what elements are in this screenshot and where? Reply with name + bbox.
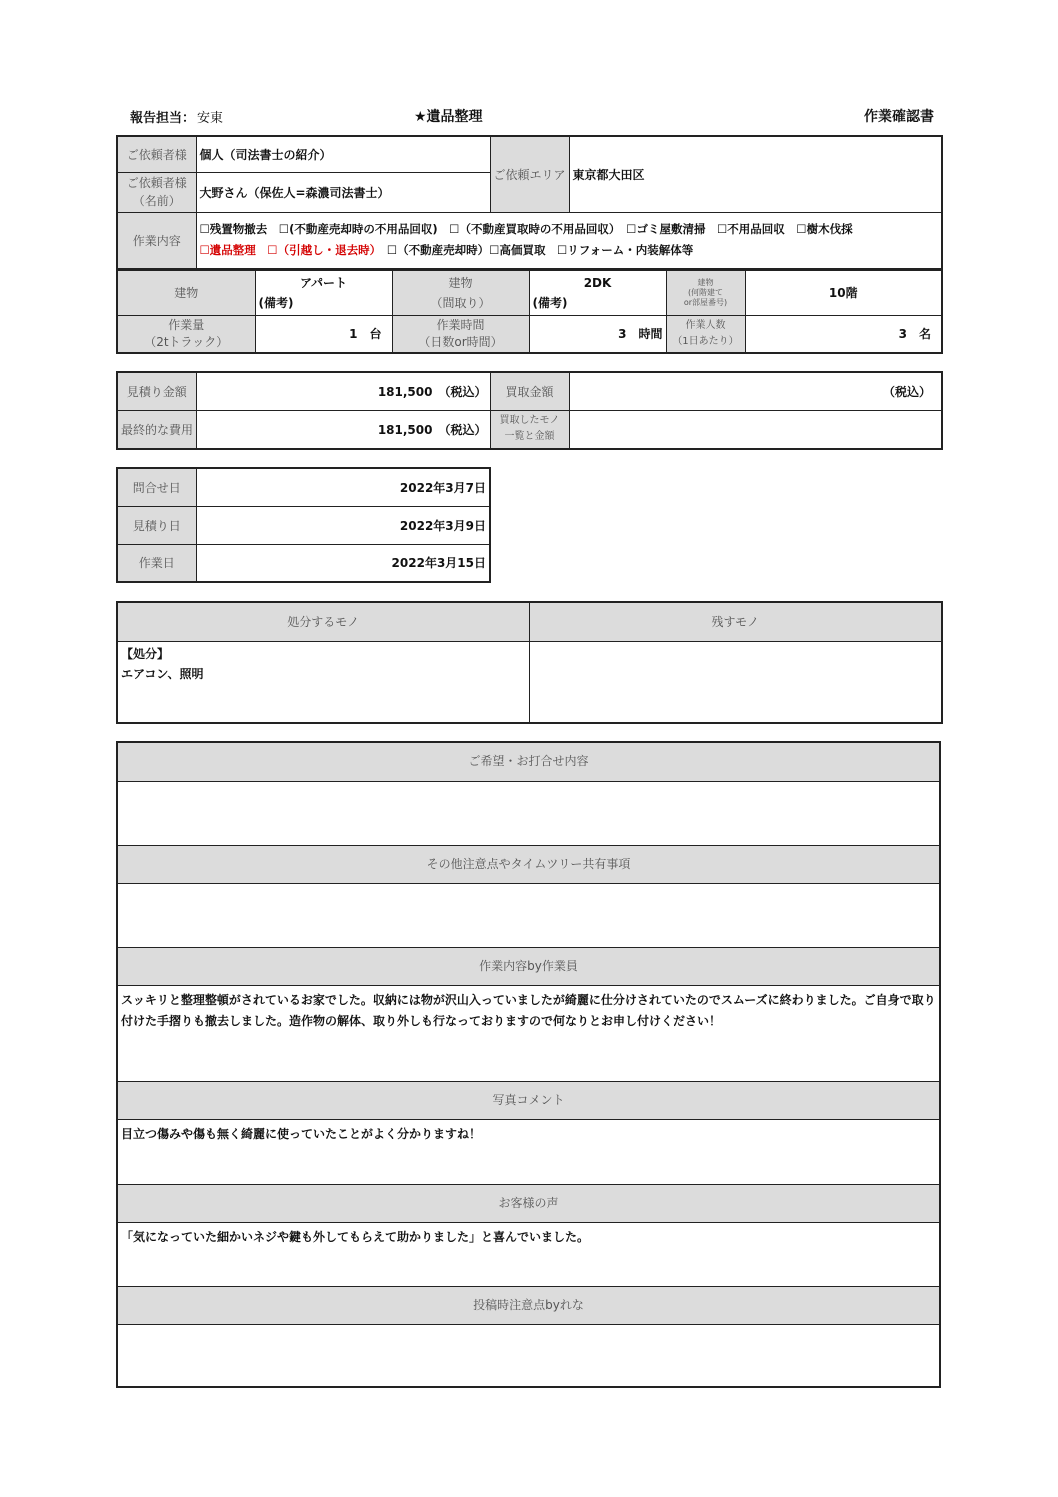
final-cost-label: 最終的な費用 [117, 410, 196, 449]
layout-label-line2: （間取り） [430, 295, 491, 310]
client-name-label-line1: ご依頼者様 [126, 176, 187, 190]
inquiry-date-value: 2022年3月7日 [196, 468, 490, 506]
inquiry-date-label: 問合せ日 [117, 468, 196, 506]
dates-table [116, 467, 491, 583]
customer-voice-body: 「気になっていた細かいネジや鍵も外してもらえて助かりました」と喜んでいました。 [121, 1230, 590, 1244]
work-report-body: スッキリと整理整頓がされているお家でした。収納には物が沢山入っていましたが綺麗に仕分けされていたのでスムーズに終わりました。ご自身で取り付けた手摺りも撤去しました。造作物の解体、取り外しも行なっておりますので何なりとお申し付けください！ [121, 993, 936, 1028]
photo-comment-header: 写真コメント [118, 1081, 939, 1120]
client-name-label [117, 172, 196, 212]
building-table [116, 269, 943, 354]
layout-label [392, 270, 529, 315]
items-table [116, 601, 943, 724]
layout-cell [529, 270, 666, 315]
estimate-value: 181,500 （税込） [196, 372, 490, 410]
dispose-title: 【処分】 [121, 646, 170, 661]
posting-notes-header: 投稿時注意点byれな [118, 1286, 939, 1325]
dispose-header: 処分するモノ [117, 602, 529, 641]
time-label-line2: （日数or時間） [418, 334, 503, 349]
volume-value: 1 台 [255, 315, 392, 353]
floor-label [666, 270, 745, 315]
client-value: 個人（司法書士の紹介） [196, 136, 490, 172]
floor-value: 10階 [745, 270, 942, 315]
purchased-items-label-line2: 一覧と金額 [504, 431, 555, 443]
layout-label-line1: 建物 [448, 275, 473, 290]
estimate-date-label: 見積り日 [117, 506, 196, 544]
final-cost-value: 181,500 （税込） [196, 410, 490, 449]
building-label: 建物 [117, 270, 255, 315]
volume-label-line1: 作業量 [168, 317, 205, 332]
purchase-value: （税込） [569, 372, 942, 410]
work-type-label: 作業内容 [117, 212, 196, 269]
purchased-items-label [490, 410, 569, 449]
wishes-header: ご希望・お打合せ内容 [118, 743, 939, 782]
floor-label-line1: 建物 [697, 277, 714, 287]
work-date-value: 2022年3月15日 [196, 544, 490, 582]
estimate-label: 見積り金額 [117, 372, 196, 410]
reporter-label: 報告担当： [130, 111, 196, 126]
people-label [666, 315, 745, 353]
time-label [392, 315, 529, 353]
customer-voice-header: お客様の声 [118, 1184, 939, 1223]
reporter-name: 安東 [197, 111, 224, 126]
people-value: 3 名 [745, 315, 942, 353]
report-title: ★遺品整理 [414, 109, 483, 125]
work-options-selected: ☐遺品整理 ☐（引越し・退去時） [199, 243, 376, 258]
layout-value: 2DK [583, 275, 612, 290]
purchase-label: 買取金額 [490, 372, 569, 410]
dispose-cell [117, 641, 529, 723]
keep-header: 残すモノ [529, 602, 942, 641]
notes-header: その他注意点やタイムツリー共有事項 [118, 845, 939, 884]
area-value: 東京都大田区 [569, 136, 942, 212]
area-label: ご依頼エリア [490, 136, 569, 212]
work-type-options [196, 212, 942, 269]
notes-sections [116, 741, 941, 1388]
document-title: 作業確認書 [864, 109, 934, 125]
volume-label [117, 315, 255, 353]
notes-body [118, 884, 939, 947]
time-value: 3 時間 [529, 315, 666, 353]
volume-label-line2: （2tトラック） [144, 334, 229, 349]
people-label-line2: （1日あたり） [672, 335, 739, 347]
work-date-label: 作業日 [117, 544, 196, 582]
client-name-value: 大野さん（保佐人=森濃司法書士） [196, 172, 490, 212]
client-name-label-line2: （名前） [132, 194, 181, 208]
client-label: ご依頼者様 [117, 136, 196, 172]
work-options-line2: ☐（不動産売却時）☐高価買取 ☐リフォーム・内装解体等 [375, 243, 694, 258]
floor-label-line2: (何階建て [687, 287, 724, 297]
building-cell [255, 270, 392, 315]
keep-value [529, 641, 942, 723]
time-label-line1: 作業時間 [436, 317, 485, 332]
purchased-items-label-line1: 買取したモノ [499, 415, 560, 427]
estimate-date-value: 2022年3月9日 [196, 506, 490, 544]
work-report-header: 作業内容by作業員 [118, 947, 939, 986]
people-label-line1: 作業人数 [685, 319, 726, 331]
dispose-value: エアコン、照明 [121, 666, 204, 681]
layout-note: (備考) [532, 295, 568, 310]
floor-label-line3: or部屋番号) [683, 297, 728, 307]
purchased-items-value [569, 410, 942, 449]
wishes-body [118, 782, 939, 845]
building-note: (備考) [258, 295, 294, 310]
work-options-line1: ☐残置物撤去 ☐(不動産売却時の不用品回収) ☐（不動産買取時の不用品回収） ☐ゴミ屋敷清掃 ☐不用品回収 ☐樹木伐採 [199, 222, 853, 237]
building-value: アパート [299, 275, 348, 290]
photo-comment-body: 目立つ傷みや傷も無く綺麗に使っていたことがよく分かりますね！ [121, 1127, 482, 1141]
cost-table [116, 371, 943, 450]
posting-notes-body [118, 1325, 939, 1386]
client-table [116, 135, 943, 270]
